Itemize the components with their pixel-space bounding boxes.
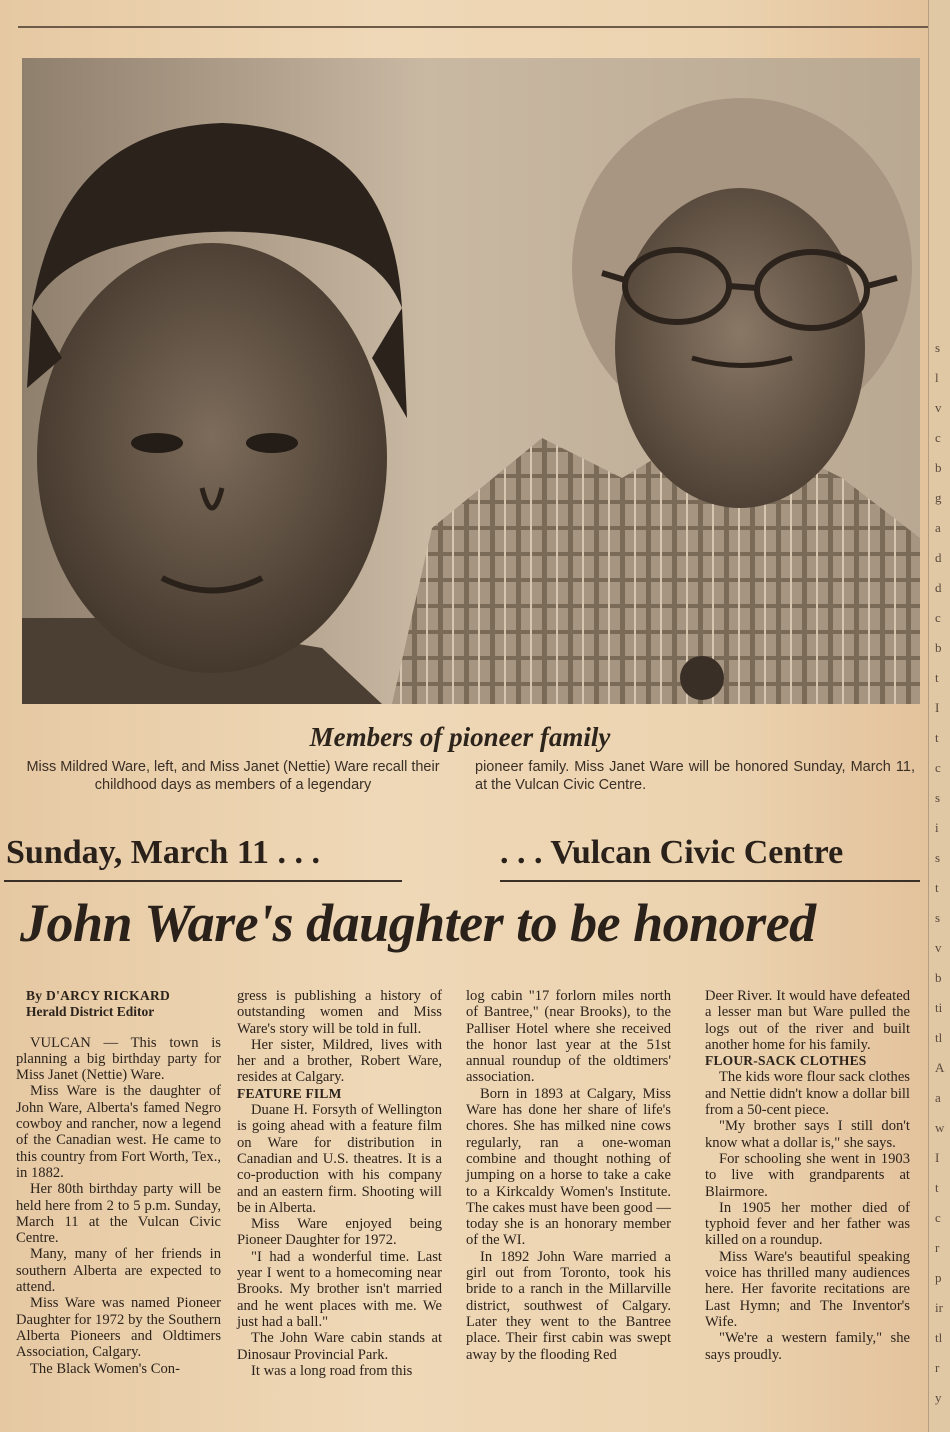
article-paragraph: For schooling she went in 1903 to live with grandparents at Blairmore. bbox=[705, 1150, 910, 1200]
kicker-venue: . . . Vulcan Civic Centre bbox=[500, 834, 844, 871]
article-paragraph: Born in 1893 at Calgary, Miss Ware has done her share of life's chores. She has milked nine cows regularly, ran a one-woman combine and thought nothing of jumping on a horse to take a cake to a Kirkcaldy Women's Institute. The cakes must have been good — today she is an honorary member of the WI. bbox=[466, 1085, 671, 1249]
edge-fragment-letter: s bbox=[935, 850, 941, 865]
edge-fragment-letter: tl bbox=[935, 1030, 943, 1045]
kicker-date: Sunday, March 11 . . . bbox=[6, 834, 320, 871]
byline: By D'ARCY RICKARD bbox=[26, 988, 171, 1003]
edge-fragment-letter: c bbox=[935, 760, 941, 775]
article-paragraph: Her 80th birthday party will be held here from 2 to 5 p.m. Sunday, March 11 at the Vulcan Civic Centre. bbox=[16, 1181, 221, 1247]
article-paragraph: The kids wore flour sack clothes and Nettie didn't know a dollar bill from a 50-cent piece. bbox=[705, 1069, 910, 1119]
column-4-paragraphs-a bbox=[705, 988, 910, 1053]
edge-fragment-letter: g bbox=[935, 490, 942, 505]
adjacent-column-fragment bbox=[928, 0, 950, 1432]
photo-caption-right: pioneer family. Miss Janet Ware will be honored Sunday, March 11, at the Vulcan Civic Centre. bbox=[475, 759, 915, 793]
edge-fragment-letter: p bbox=[935, 1270, 942, 1285]
article-paragraph: VULCAN — This town is planning a big birthday party for Miss Janet (Nettie) Ware. bbox=[16, 1034, 221, 1084]
edge-fragment-letter: c bbox=[935, 1210, 941, 1225]
edge-fragment-letter: t bbox=[935, 880, 939, 895]
edge-fragment-letter: v bbox=[935, 400, 942, 415]
edge-fragment-letter: s bbox=[935, 910, 941, 925]
edge-fragment-letter: c bbox=[935, 610, 941, 625]
column-3-paragraphs bbox=[466, 988, 671, 1363]
article-paragraph: Miss Ware is the daughter of John Ware, Alberta's famed Negro cowboy and rancher, now a legend of the Canadian west. He came to this country from Fort Worth, Tex., in 1882. bbox=[16, 1083, 221, 1181]
edge-fragment-letter: s bbox=[935, 790, 941, 805]
article-paragraph: Her sister, Mildred, lives with her and a brother, Robert Ware, resides at Calgary. bbox=[237, 1036, 442, 1086]
column-2-paragraphs-a bbox=[237, 988, 442, 1086]
article-paragraph: It was a long road from this bbox=[251, 1362, 413, 1379]
edge-fragment-letter: w bbox=[935, 1120, 945, 1135]
article-paragraph: Deer River. It would have defeated a lesser man but Ware pulled the logs out of the river and built another home for his family. bbox=[705, 988, 910, 1053]
column-2-paragraphs-b bbox=[237, 1102, 442, 1379]
article-paragraph: In 1892 John Ware married a girl out from Toronto, took his bride to a ranch in the Millarville district, southwest of Calgary. Later they went to the Bantree place. Their first cabin was swept away by the flooding Red bbox=[466, 1248, 671, 1363]
article-column-4 bbox=[705, 988, 910, 1363]
subhead-feature-film: FEATURE FILM bbox=[237, 1085, 342, 1101]
column-1-paragraphs bbox=[16, 1035, 221, 1377]
photo-caption-left: Miss Mildred Ware, left, and Miss Janet (Nettie) Ware recall their childhood days as members of a legendary bbox=[26, 759, 440, 793]
article-column-3 bbox=[466, 988, 671, 1363]
column-4-paragraphs-b bbox=[705, 1069, 910, 1362]
byline-title: Herald District Editor bbox=[26, 1004, 155, 1020]
edge-fragment-letter: ti bbox=[935, 1000, 943, 1015]
edge-fragment-letter: v bbox=[935, 940, 942, 955]
article-paragraph: The Black Women's Con- bbox=[30, 1360, 180, 1377]
article-paragraph: Miss Ware was named Pioneer Daughter for 1972 by the Southern Alberta Pioneers and Oldtimers Association, Calgary. bbox=[16, 1295, 221, 1361]
edge-fragment-letter: b bbox=[935, 970, 942, 985]
edge-fragment-letter: a bbox=[935, 520, 941, 535]
article-column-1 bbox=[16, 988, 221, 1377]
article-paragraph: In 1905 her mother died of typhoid fever and her father was killed on a roundup. bbox=[705, 1199, 910, 1249]
article-paragraph: Miss Ware's beautiful speaking voice has thrilled many audiences here. Her favorite recitations are Last Hymn; and The Inventor's Wife. bbox=[705, 1248, 910, 1330]
edge-fragment-letter: d bbox=[935, 580, 942, 595]
edge-fragment-letter: y bbox=[935, 1390, 942, 1405]
edge-fragment-letter: t bbox=[935, 670, 939, 685]
kicker-rule-right bbox=[500, 880, 920, 882]
edge-fragment-letter: t bbox=[935, 1180, 939, 1195]
edge-fragment-letter: l bbox=[935, 370, 939, 385]
edge-fragment-letter: c bbox=[935, 430, 941, 445]
article-column-2 bbox=[237, 988, 442, 1379]
subhead-flour-sack-clothes: FLOUR-SACK CLOTHES bbox=[705, 1053, 867, 1069]
edge-fragment-letter: a bbox=[935, 1090, 941, 1105]
edge-fragment-letter: tl bbox=[935, 1330, 943, 1345]
edge-fragment-letter: b bbox=[935, 460, 942, 475]
article-paragraph: Duane H. Forsyth of Wellington is going ahead with a feature film on Ware for distribution in Canadian and U.S. theatres. It is a co-production with his company and an eastern firm. Shooting will be in Alberta. bbox=[237, 1102, 442, 1216]
edge-fragment-letter: s bbox=[935, 340, 941, 355]
article-paragraph: "I had a wonderful time. Last year I went to a homecoming near Brooks. My brother isn't married and he went places with me. We just had a ball." bbox=[237, 1248, 442, 1330]
edge-fragment-letter: r bbox=[935, 1240, 940, 1255]
top-rule bbox=[18, 26, 930, 28]
article-paragraph: "My brother says I still don't know what a dollar is," she says. bbox=[705, 1118, 910, 1151]
article-paragraph: Miss Ware enjoyed being Pioneer Daughter for 1972. bbox=[237, 1216, 442, 1249]
edge-fragment-letter: r bbox=[935, 1360, 940, 1375]
edge-fragment-letter: ir bbox=[935, 1300, 943, 1315]
edge-fragment-letter: d bbox=[935, 550, 942, 565]
portrait-photo bbox=[22, 58, 920, 704]
article-paragraph: "We're a western family," she says proudly. bbox=[705, 1330, 910, 1363]
kicker-rule-left bbox=[4, 880, 402, 882]
article-paragraph: gress is publishing a history of outstanding women and Miss Ware's story will be told in full. bbox=[237, 988, 442, 1037]
photo-caption-title: Members of pioneer family bbox=[309, 722, 611, 752]
edge-fragment-letter: t bbox=[935, 730, 939, 745]
article-paragraph: Many, many of her friends in southern Alberta are expected to attend. bbox=[16, 1246, 221, 1296]
article-paragraph: The John Ware cabin stands at Dinosaur Provincial Park. bbox=[237, 1330, 442, 1363]
headline: John Ware's daughter to be honored bbox=[20, 893, 816, 953]
edge-fragment-letter: i bbox=[935, 820, 939, 835]
edge-fragment-letter: A bbox=[935, 1060, 945, 1075]
article-paragraph: log cabin "17 forlorn miles north of Bantree," (near Brooks), to the Palliser Hotel where she received the honor last year at the 51st annual roundup of the oldtimers' association. bbox=[466, 988, 671, 1086]
edge-fragment-letter: I bbox=[935, 1150, 940, 1165]
edge-fragment-letter: I bbox=[935, 700, 940, 715]
edge-fragment-letter: b bbox=[935, 640, 942, 655]
